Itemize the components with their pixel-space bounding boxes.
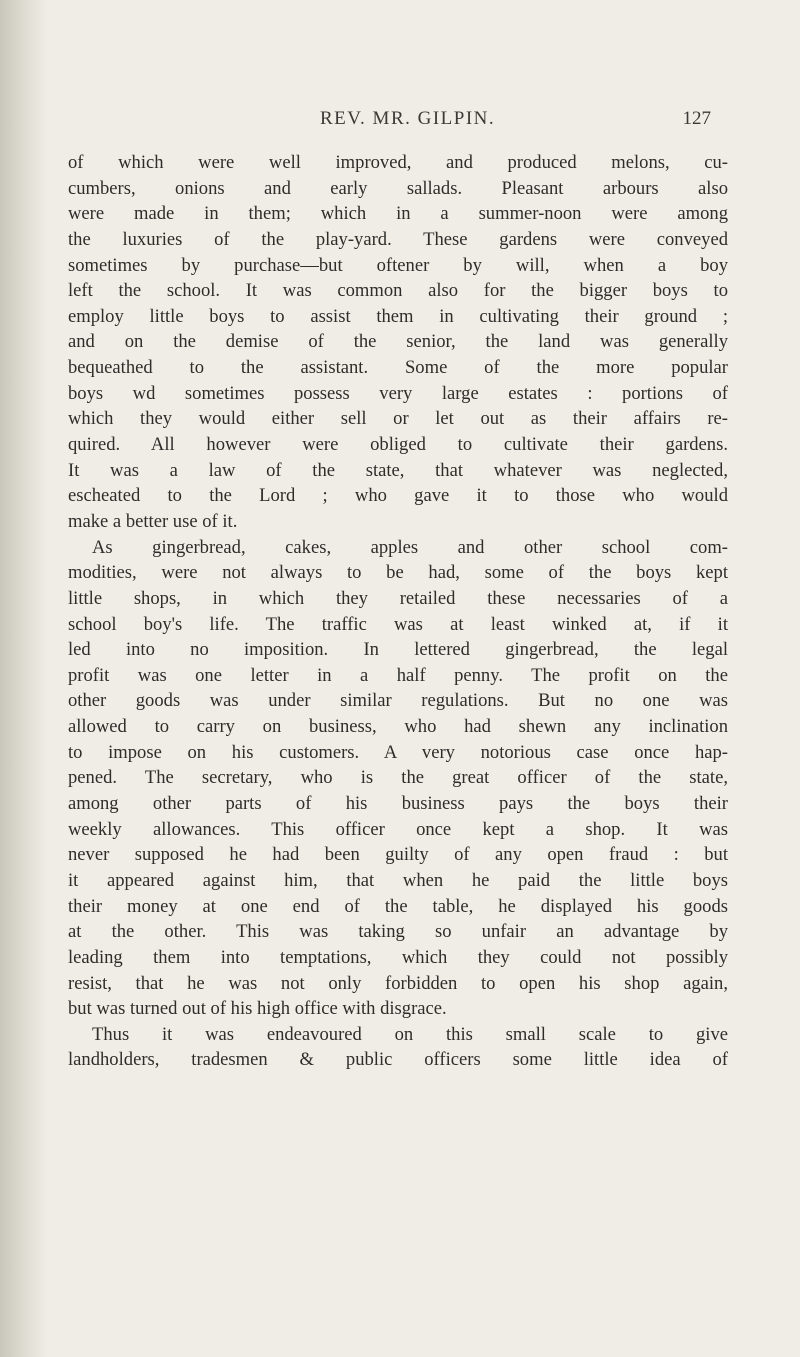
- text-line: boys wd sometimes possess very large estates : portions of: [68, 382, 728, 404]
- text-line: which they would either sell or let out as their affairs re-: [68, 408, 728, 430]
- text-line: resist, that he was not only forbidden to open his shop again,: [68, 972, 728, 994]
- text-line: at the other. This was taking so unfair an advantage by: [68, 921, 728, 943]
- text-line: bequeathed to the assistant. Some of the more popular: [68, 357, 728, 379]
- text-line: to impose on his customers. A very notorious case once hap-: [68, 741, 728, 763]
- text-line: never supposed he had been guilty of any open fraud : but: [68, 844, 728, 866]
- running-title: REV. MR. GILPIN.: [320, 108, 496, 129]
- text-line: profit was one letter in a half penny. The profit on the: [68, 664, 728, 686]
- text-line: other goods was under similar regulations. But no one was: [68, 690, 728, 712]
- text-line: their money at one end of the table, he displayed his goods: [68, 895, 728, 917]
- text-line: leading them into temptations, which they could not possibly: [68, 946, 728, 968]
- text-line: were made in them; which in a summer-noon were among: [68, 203, 728, 225]
- text-line: and on the demise of the senior, the land was generally: [68, 331, 728, 353]
- text-line: allowed to carry on business, who had shewn any inclination: [68, 716, 728, 738]
- text-line: school boy's life. The traffic was at least winked at, if it: [68, 613, 728, 635]
- text-line: of which were well improved, and produced melons, cu-: [68, 152, 728, 173]
- text-line: sometimes by purchase—but oftener by will, when a boy: [68, 254, 728, 276]
- page-number: 127: [682, 108, 711, 129]
- text-line: among other parts of his business pays the boys their: [68, 793, 728, 815]
- text-line: It was a law of the state, that whatever was neglected,: [68, 459, 728, 481]
- text-line: left the school. It was common also for the bigger boys to: [68, 280, 728, 302]
- text-line: weekly allowances. This officer once kept a shop. It was: [68, 818, 728, 840]
- text-line: modities, were not always to be had, some of the boys kept: [68, 562, 728, 584]
- text-line: employ little boys to assist them in cultivating their ground ;: [68, 305, 728, 327]
- text-line: little shops, in which they retailed these necessaries of a: [68, 587, 728, 609]
- text-line: cumbers, onions and early sallads. Pleasant arbours also: [68, 177, 728, 199]
- text-line: the luxuries of the play-yard. These gardens were conveyed: [68, 228, 728, 250]
- text-line: it appeared against him, that when he paid the little boys: [68, 869, 728, 891]
- text-line: quired. All however were obliged to cultivate their gardens.: [68, 434, 728, 456]
- text-line: led into no imposition. In lettered gingerbread, the legal: [68, 639, 728, 661]
- text-line: make a better use of it.: [68, 510, 238, 532]
- body-text: [68, 150, 728, 1073]
- text-line: pened. The secretary, who is the great officer of the state,: [68, 767, 728, 789]
- text-line: landholders, tradesmen & public officers some little idea of: [68, 1049, 728, 1071]
- text-line: escheated to the Lord ; who gave it to those who would: [68, 485, 728, 507]
- running-head: [0, 108, 800, 132]
- text-line: As gingerbread, cakes, apples and other school com-: [92, 536, 728, 558]
- text-line: but was turned out of his high office with disgrace.: [68, 998, 447, 1020]
- text-line: Thus it was endeavoured on this small scale to give: [92, 1023, 728, 1045]
